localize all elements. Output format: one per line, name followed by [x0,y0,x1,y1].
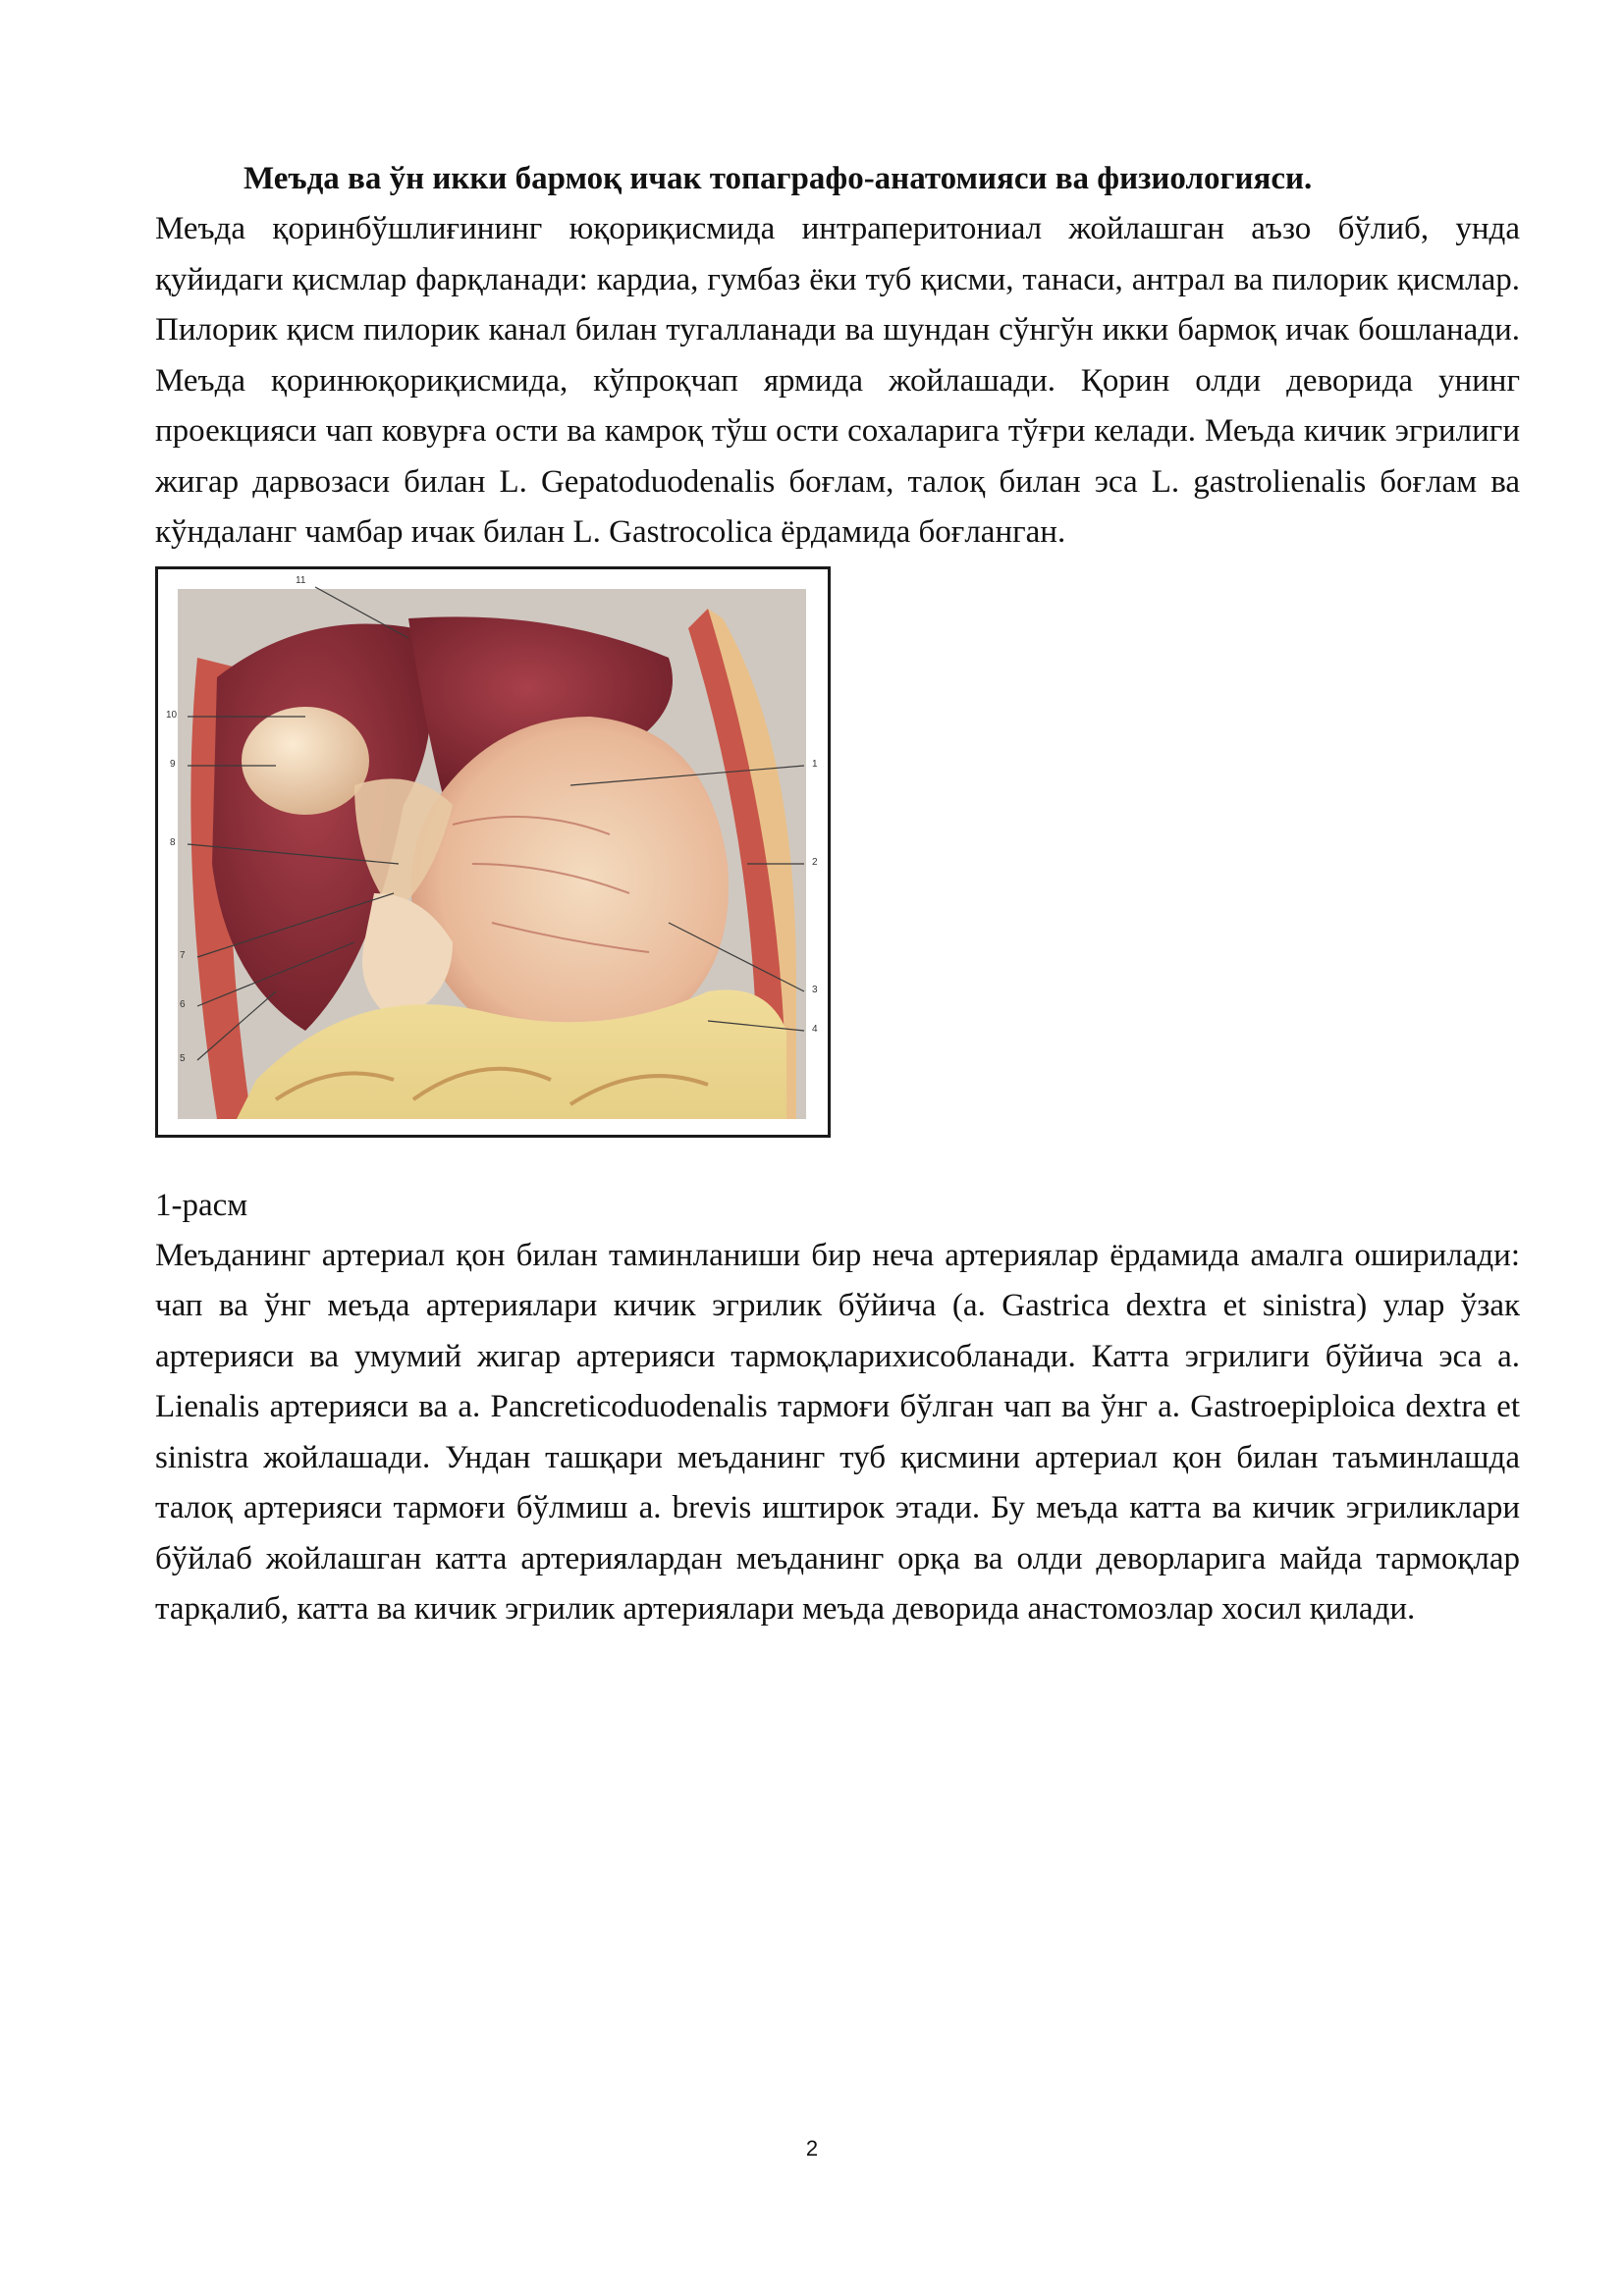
figure-label-2: 2 [812,856,818,868]
figure-label-1: 1 [812,758,818,770]
anatomy-figure [155,566,831,1138]
figure-label-8: 8 [170,836,176,848]
figure-label-5: 5 [180,1052,186,1064]
paragraph-intro: Меъда қоринбўшлиғининг юқориқисмида интраперитониал жойлашган аъзо бўлиб, унда қуйидаги қисмлар фарқланади: кардиа, гумбаз ёки туб қисми, танаси, антрал ва пилорик қисмлар. Пилорик қисм пилорик канал билан тугалланади ва шундан сўнгўн икки бармоқ ичак бошланади. Меъда қоринюқориқисмида, кўпроқчап ярмида жойлашади. Қорин олди деворида унинг проекцияси чап ковурға ости ва камроқ тўш ости сохаларига тўғри келади. Меъда кичик эгрилиги жигар дарвозаси билан L. Gepatoduodenalis боғлам, талоқ билан эса L. gastrolienalis боғлам ва кўндаланг чамбар ичак билан L. Gastrocolica ёрдамида боғланган. [155,211,1520,550]
figure-label-11: 11 [296,574,306,586]
stomach-illustration [158,569,828,1135]
figure-label-6: 6 [180,998,186,1010]
figure-label-4: 4 [812,1023,818,1035]
page-number: 2 [805,2136,819,2161]
figure-label-10: 10 [166,709,178,721]
paragraph-arteries: Меъданинг артериал қон билан таминланиши бир неча артериялар ёрдамида амалга оширилади: чап ва ўнг меъда артериялари кичик эгрилик бўйича (a. Gastrica dextra et sinistra) улар ўзак артерияси ва умумий жигар артерияси тармоқларихисобланади. Катта эгрилиги бўйича эса a. Lienalis артерияси ва a. Pancreticoduodenalis тармоғи бўлган чап ва ўнг a. Gastroepiploica dextra et sinistra жойлашади. Ундан ташқари меъданинг туб қисмини артериал қон билан таъминлашда талоқ артерияси тармоғи бўлмиш a. brevis иштирок этади. Бу меъда катта ва кичик эгриликлари бўйлаб жойлашган катта артериялардан меъданинг орқа ва олди деворларига майда тармоқлар тарқалиб, катта ва кичик эгрилик артериялари меъда деворида анастомозлар хосил қилади. [155,1237,1520,1627]
figure-label-7: 7 [180,949,186,961]
figure-label-9: 9 [170,758,176,770]
section-title: Меъда ва ўн икки бармоқ ичак топаграфо-анатомияси ва физиологияси. [244,161,1313,196]
document-page [155,153,1520,1635]
figure-label-3: 3 [812,984,818,995]
figure-caption: 1-расм [155,1187,248,1223]
